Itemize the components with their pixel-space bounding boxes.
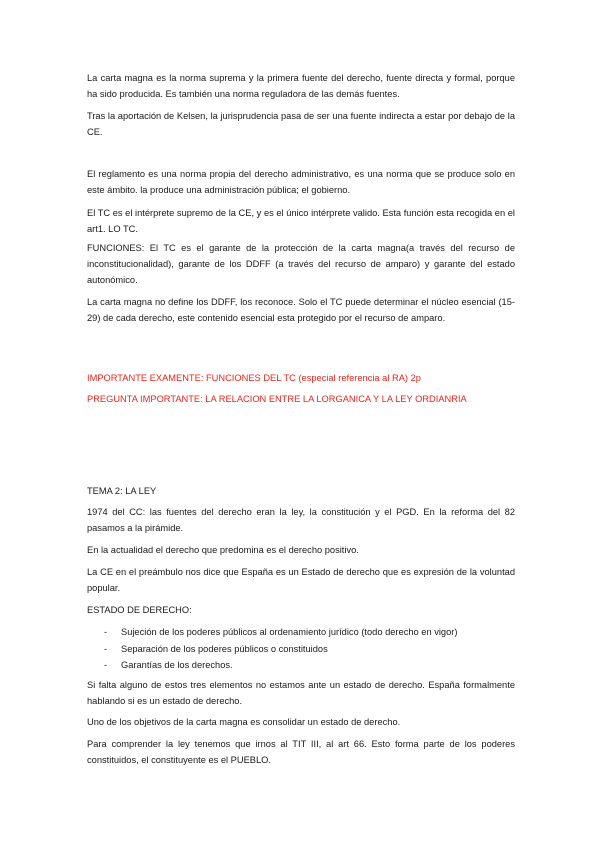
list-dash: - bbox=[104, 660, 108, 670]
paragraph-ddff: La carta magna no define los DDFF, los reconoce. Solo el TC puede determinar el núcleo esencial (15-29) de cada derecho, este contenido esencial esta protegido por el recurso de amparo. bbox=[87, 297, 515, 323]
paragraph-tc-interprete: El TC es el intérprete supremo de la CE, y es el único intérprete valido. Esta función esta recogida en el art1. LO TC. bbox=[87, 208, 515, 234]
list-dash: - bbox=[104, 627, 108, 637]
paragraph-reglamento: El reglamento es una norma propia del derecho administrativo, es una norma que se produce solo en este ámbito. la produce una administración pública; el gobierno. bbox=[87, 169, 515, 195]
paragraph-tit-iii: Para comprender la ley tenemos que irnos al TIT III, al art 66. Esto forma parte de los poderes constituidos, el constituyente es el PUEBLO. bbox=[87, 739, 515, 765]
estado-derecho-list bbox=[104, 624, 514, 674]
list-item bbox=[104, 641, 514, 658]
list-item bbox=[104, 657, 514, 674]
paragraph-objetivo: Uno de los objetivos de la carta magna es consolidar un estado de derecho. bbox=[87, 717, 401, 727]
paragraph-funciones: FUNCIONES: El TC es el garante de la protección de la carta magna(a través del recurso de inconstitucionalidad), garante de los DDFF (a través del recurso de amparo) y garante del estado autonómico. bbox=[87, 243, 515, 285]
paragraph-1974-cc: 1974 del CC: las fuentes del derecho eran la ley, la constitución y el PGD. En la reforma del 82 pasamos a la pirámide. bbox=[87, 507, 515, 533]
heading-estado-de-derecho: ESTADO DE DERECHO: bbox=[87, 605, 192, 615]
paragraph-kelsen: Tras la aportación de Kelsen, la jurisprudencia pasa de ser una fuente indirecta a estar por debajo de la CE. bbox=[87, 111, 515, 137]
section-heading-tema2: TEMA 2: LA LEY bbox=[87, 486, 157, 496]
list-dash: - bbox=[104, 643, 108, 654]
list-item bbox=[104, 624, 514, 641]
paragraph-falta-elementos: Si falta alguno de estos tres elementos no estamos ante un estado de derecho. España formalmente hablando si es un estado de derecho. bbox=[87, 680, 515, 706]
paragraph-preambulo: La CE en el preámbulo nos dice que España es un Estado de derecho que es expresión de la voluntad popular. bbox=[87, 567, 515, 593]
paragraph-carta-magna: La carta magna es la norma suprema y la primera fuente del derecho, fuente directa y formal, porque ha sido producida. Es también una norma reguladora de las demás fuentes. bbox=[87, 73, 515, 99]
important-exam-note: IMPORTANTE EXAMENTE: FUNCIONES DEL TC (especial referencia al RA) 2p bbox=[87, 373, 421, 383]
list-item-text: Separación de los poderes públicos o constituidos bbox=[121, 643, 328, 654]
list-item-text: Sujeción de los poderes públicos al ordenamiento jurídico (todo derecho en vigor) bbox=[121, 627, 458, 637]
paragraph-derecho-positivo: En la actualidad el derecho que predomina es el derecho positivo. bbox=[87, 545, 359, 555]
list-item-text: Garantías de los derechos. bbox=[121, 660, 233, 670]
important-question-note: PREGUNTA IMPORTANTE: LA RELACION ENTRE LA LORGANICA Y LA LEY ORDIANRIA bbox=[87, 394, 467, 404]
